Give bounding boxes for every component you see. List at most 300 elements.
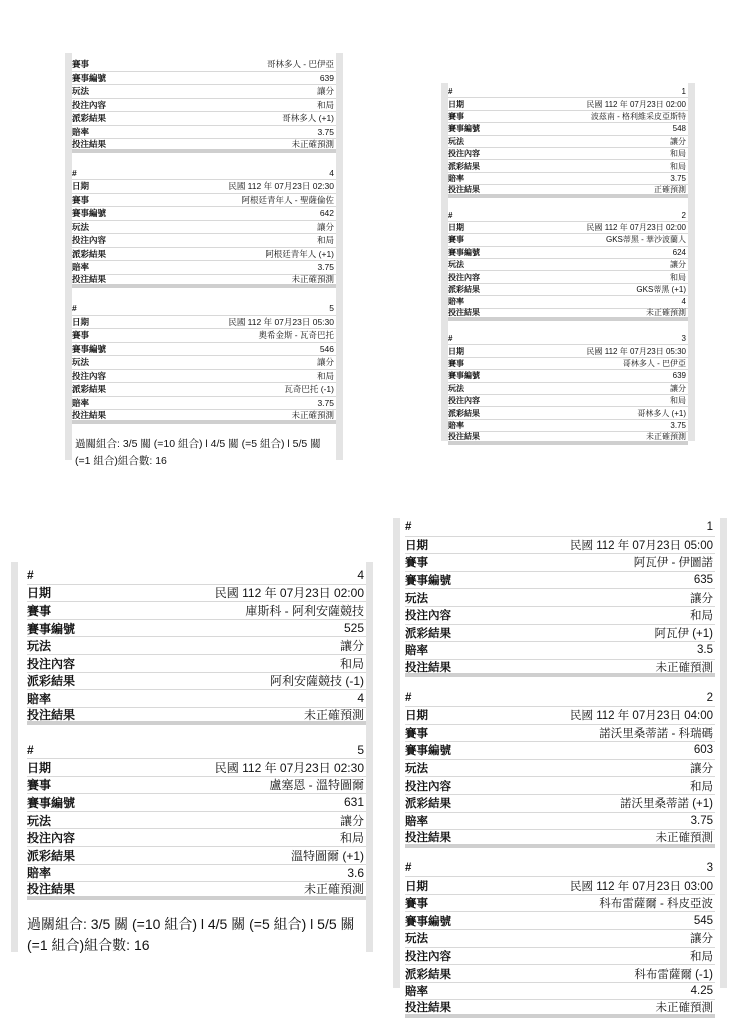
detail-row	[448, 345, 688, 357]
detail-value: 讓分	[339, 639, 364, 654]
detail-label: 賠率	[27, 691, 52, 706]
detail-value: 阿瓦伊 (+1)	[654, 627, 713, 640]
detail-value: 哥林多人 - 巴伊亞	[266, 59, 334, 70]
detail-row	[448, 358, 688, 370]
detail-label: 投注內容	[405, 780, 451, 793]
match-group	[405, 519, 715, 677]
detail-row	[27, 759, 366, 777]
detail-value: 阿根廷青年人 - 聖薩倫佐	[241, 194, 334, 205]
detail-value: 4	[357, 691, 364, 706]
bet-slip-content	[448, 86, 688, 441]
detail-value: 民國 112 年 07月23日 02:00	[586, 99, 686, 109]
detail-row	[72, 410, 336, 424]
detail-row	[405, 760, 715, 778]
detail-value: 3.6	[347, 865, 364, 880]
detail-row	[72, 302, 336, 316]
detail-value: 庫斯科 - 阿利安薩競技	[245, 603, 364, 618]
detail-value: 未正確預測	[303, 882, 364, 897]
detail-row	[72, 343, 336, 357]
detail-label: 玩法	[448, 136, 464, 146]
detail-value: 讓分	[690, 933, 713, 946]
detail-value: 和局	[316, 99, 334, 110]
detail-label: 投注內容	[405, 950, 451, 963]
match-group	[72, 302, 336, 424]
detail-value: 未正確預測	[655, 1002, 713, 1015]
detail-row	[72, 194, 336, 208]
match-group	[405, 689, 715, 847]
detail-row	[405, 813, 715, 831]
detail-row	[405, 1000, 715, 1018]
detail-row	[448, 247, 688, 259]
detail-label: 賽事編號	[72, 72, 107, 83]
detail-value: 4	[681, 297, 686, 307]
detail-row	[27, 777, 366, 795]
detail-value: 和局	[670, 272, 686, 282]
detail-label: 投注結果	[72, 409, 107, 420]
detail-value: 哥林多人 (+1)	[282, 113, 334, 124]
detail-value: 諾沃里桑蒂諾 (+1)	[620, 798, 713, 811]
detail-row	[405, 689, 715, 707]
detail-row	[405, 707, 715, 725]
detail-row	[27, 620, 366, 638]
match-group	[72, 167, 336, 289]
detail-label: 賠率	[448, 297, 464, 307]
detail-label: 賽事編號	[405, 745, 451, 758]
detail-label: 日期	[72, 316, 90, 327]
detail-label: 投注內容	[72, 99, 107, 110]
detail-value: 讓分	[670, 260, 686, 270]
detail-value: 民國 112 年 07月23日 02:30	[214, 760, 364, 775]
detail-row	[72, 329, 336, 343]
detail-value: 2	[681, 210, 686, 220]
detail-value: 5	[357, 742, 364, 757]
detail-label: 投注內容	[405, 610, 451, 623]
detail-label: 賽事	[448, 235, 464, 245]
detail-row	[72, 180, 336, 194]
detail-label: 投注結果	[27, 708, 76, 723]
detail-row	[448, 234, 688, 246]
detail-value: 和局	[316, 370, 334, 381]
detail-value: 未正確預測	[655, 661, 713, 674]
detail-value: 民國 112 年 07月23日 02:00	[214, 586, 364, 601]
detail-value: 讓分	[316, 86, 334, 97]
detail-label: 投注結果	[405, 1002, 451, 1015]
match-group	[448, 210, 688, 322]
detail-row	[27, 637, 366, 655]
detail-row	[72, 99, 336, 113]
detail-label: 賠率	[72, 397, 90, 408]
detail-label: 玩法	[405, 592, 428, 605]
detail-row	[448, 432, 688, 444]
detail-label: 投注內容	[448, 396, 480, 406]
detail-label: 投注內容	[448, 149, 480, 159]
detail-value: 642	[319, 208, 334, 219]
detail-label: 派彩結果	[405, 627, 451, 640]
detail-row	[405, 642, 715, 660]
detail-row	[448, 98, 688, 110]
match-group	[27, 567, 366, 725]
detail-label: 日期	[448, 223, 464, 233]
detail-row	[27, 741, 366, 759]
detail-label: 投注內容	[27, 656, 76, 671]
detail-row	[27, 585, 366, 603]
detail-row	[405, 877, 715, 895]
detail-row	[72, 167, 336, 181]
detail-row	[405, 983, 715, 1001]
detail-value: 和局	[339, 831, 364, 846]
detail-value: GKS蒂黑 - 華沙波蘭人	[605, 235, 686, 245]
detail-value: 未正確預測	[646, 431, 686, 441]
detail-value: GKS蒂黑 (+1)	[636, 285, 686, 295]
detail-value: 民國 112 年 07月23日 03:00	[570, 880, 713, 893]
detail-label: #	[448, 210, 453, 220]
detail-row	[405, 660, 715, 678]
detail-row	[27, 794, 366, 812]
bet-slip-panel-top-right	[441, 83, 695, 441]
detail-value: 和局	[670, 161, 686, 171]
bet-slip-panel-bottom-right	[393, 518, 727, 1015]
detail-label: 賽事	[72, 330, 90, 341]
detail-row	[405, 895, 715, 913]
detail-label: 派彩結果	[448, 285, 480, 295]
detail-label: 賽事編號	[27, 621, 76, 636]
detail-value: 阿利安薩競技 (-1)	[270, 674, 364, 689]
detail-row	[72, 248, 336, 262]
detail-label: 派彩結果	[405, 968, 451, 981]
detail-label: 賠率	[405, 815, 428, 828]
detail-row	[405, 795, 715, 813]
bet-slip-content	[405, 519, 715, 1015]
detail-row	[72, 356, 336, 370]
detail-label: #	[448, 87, 453, 97]
detail-value: 546	[319, 343, 334, 354]
detail-row	[448, 271, 688, 283]
detail-label: 投注結果	[448, 184, 480, 194]
detail-label: 賠率	[405, 645, 428, 658]
detail-label: 玩法	[27, 639, 52, 654]
detail-label: 投注結果	[448, 431, 480, 441]
detail-label: 日期	[27, 586, 52, 601]
detail-value: 未正確預測	[291, 409, 334, 420]
detail-value: 3.75	[317, 262, 334, 273]
detail-label: 賠率	[448, 420, 464, 430]
detail-label: 賽事	[405, 557, 428, 570]
detail-label: 投注結果	[405, 831, 451, 844]
detail-row	[72, 234, 336, 248]
detail-row	[405, 625, 715, 643]
match-group	[448, 86, 688, 198]
detail-value: 民國 112 年 07月23日 02:00	[586, 223, 686, 233]
detail-value: 和局	[670, 149, 686, 159]
detail-label: 玩法	[72, 86, 90, 97]
detail-value: 603	[693, 744, 713, 757]
detail-value: 民國 112 年 07月23日 05:00	[570, 539, 713, 552]
detail-label: 賽事編號	[448, 371, 480, 381]
detail-row	[448, 173, 688, 185]
detail-row	[448, 333, 688, 345]
detail-value: 和局	[690, 950, 713, 963]
detail-value: 3.75	[690, 814, 713, 827]
detail-label: 派彩結果	[27, 674, 76, 689]
detail-label: 賽事編號	[405, 915, 451, 928]
detail-label: 賽事	[405, 898, 428, 911]
bet-slip-panel-bottom-left	[11, 562, 373, 952]
detail-label: 賽事	[27, 778, 52, 793]
detail-label: 投注內容	[72, 370, 107, 381]
detail-row	[405, 572, 715, 590]
detail-value: 3.75	[317, 126, 334, 137]
detail-value: 3	[681, 334, 686, 344]
detail-value: 639	[319, 72, 334, 83]
detail-value: 未正確預測	[655, 831, 713, 844]
detail-row	[405, 607, 715, 625]
detail-row	[72, 221, 336, 235]
detail-label: 日期	[448, 346, 464, 356]
match-group	[27, 741, 366, 899]
detail-row	[448, 148, 688, 160]
detail-value: 讓分	[339, 813, 364, 828]
detail-label: 投注內容	[27, 831, 76, 846]
detail-label: 玩法	[72, 357, 90, 368]
detail-value: 阿瓦伊 - 伊圖諾	[633, 557, 713, 570]
detail-value: 讓分	[316, 221, 334, 232]
detail-label: 日期	[448, 99, 464, 109]
detail-label: 賽事	[27, 603, 52, 618]
detail-row	[448, 395, 688, 407]
match-group	[405, 860, 715, 1018]
detail-row	[448, 136, 688, 148]
detail-label: 投注內容	[448, 272, 480, 282]
detail-value: 3.75	[670, 173, 686, 183]
detail-label: #	[72, 167, 77, 178]
detail-row	[72, 207, 336, 221]
detail-value: 民國 112 年 07月23日 05:30	[586, 346, 686, 356]
detail-row	[72, 139, 336, 153]
detail-value: 639	[672, 371, 686, 381]
detail-value: 正確預測	[654, 184, 686, 194]
detail-value: 624	[672, 247, 686, 257]
detail-row	[405, 725, 715, 743]
detail-label: 派彩結果	[72, 113, 107, 124]
detail-row	[405, 965, 715, 983]
detail-row	[27, 567, 366, 585]
detail-value: 未正確預測	[291, 274, 334, 285]
detail-row	[27, 829, 366, 847]
detail-row	[448, 407, 688, 419]
detail-value: 3	[706, 861, 713, 874]
detail-row	[27, 655, 366, 673]
match-group	[448, 333, 688, 445]
detail-label: 賽事	[405, 727, 428, 740]
detail-row	[405, 519, 715, 537]
detail-row	[72, 275, 336, 289]
detail-value: 3.5	[697, 644, 713, 657]
detail-row	[27, 673, 366, 691]
detail-value: 民國 112 年 07月23日 04:00	[570, 710, 713, 723]
detail-value: 和局	[316, 235, 334, 246]
detail-value: 和局	[690, 610, 713, 623]
detail-label: 日期	[72, 181, 90, 192]
detail-value: 3.75	[317, 397, 334, 408]
detail-label: 派彩結果	[72, 248, 107, 259]
detail-row	[448, 210, 688, 222]
detail-value: 5	[329, 303, 334, 314]
detail-value: 4.25	[690, 985, 713, 998]
parlay-summary: 過關組合: 3/5 關 (=10 組合) l 4/5 關 (=5 組合) l 5/5 關 (=1 組合)組合數: 16	[75, 437, 321, 467]
detail-label: #	[72, 303, 77, 314]
detail-value: 讓分	[670, 383, 686, 393]
detail-value: 科布雷薩爾 (-1)	[634, 968, 713, 981]
detail-row	[405, 830, 715, 848]
detail-label: 賠率	[405, 986, 428, 999]
detail-label: 投注結果	[27, 882, 76, 897]
detail-value: 民國 112 年 07月23日 05:30	[228, 316, 334, 327]
detail-row	[27, 847, 366, 865]
detail-row	[448, 123, 688, 135]
detail-row	[405, 930, 715, 948]
detail-label: 玩法	[72, 221, 90, 232]
detail-value: 1	[706, 521, 713, 534]
detail-value: 讓分	[670, 136, 686, 146]
detail-row	[405, 948, 715, 966]
detail-value: 哥林多人 (+1)	[637, 408, 686, 418]
detail-value: 548	[672, 124, 686, 134]
detail-label: 派彩結果	[27, 848, 76, 863]
detail-label: 賽事編號	[72, 343, 107, 354]
detail-row	[72, 72, 336, 86]
bet-slip-panel-top-left	[65, 53, 343, 467]
detail-value: 631	[343, 795, 364, 810]
detail-row	[405, 912, 715, 930]
detail-label: 投注內容	[72, 235, 107, 246]
detail-value: 民國 112 年 07月23日 02:30	[228, 181, 334, 192]
detail-label: 日期	[405, 710, 428, 723]
detail-value: 1	[681, 87, 686, 97]
detail-label: 賽事編號	[448, 124, 480, 134]
detail-value: 4	[357, 568, 364, 583]
detail-label: 玩法	[405, 763, 428, 776]
detail-value: 波茲南 - 格利維采皮亞斯特	[590, 111, 686, 121]
detail-label: 玩法	[448, 260, 464, 270]
detail-label: 賽事編號	[448, 247, 480, 257]
detail-label: 賠率	[448, 173, 464, 183]
detail-row	[448, 111, 688, 123]
detail-value: 635	[693, 574, 713, 587]
detail-label: 派彩結果	[448, 161, 480, 171]
detail-label: 投注結果	[405, 661, 451, 674]
detail-label: 派彩結果	[72, 384, 107, 395]
detail-label: 賠率	[27, 866, 52, 881]
detail-row	[405, 537, 715, 555]
detail-value: 哥林多人 - 巴伊亞	[622, 359, 686, 368]
detail-label: 賽事編號	[72, 208, 107, 219]
detail-value: 未正確預測	[303, 708, 364, 723]
detail-row	[448, 383, 688, 395]
detail-label: 派彩結果	[405, 798, 451, 811]
detail-value: 545	[693, 914, 713, 927]
detail-row	[448, 259, 688, 271]
detail-row	[405, 589, 715, 607]
detail-value: 盧塞恩 - 溫特圖爾	[269, 778, 364, 793]
bet-slip-content	[72, 58, 336, 467]
detail-row	[27, 812, 366, 830]
detail-label: 投注結果	[72, 138, 107, 149]
detail-value: 溫特圖爾 (+1)	[290, 848, 364, 863]
detail-label: 賽事	[448, 111, 464, 121]
detail-row	[72, 112, 336, 126]
detail-row	[448, 309, 688, 321]
parlay-summary: 過關組合: 3/5 關 (=10 組合) l 4/5 關 (=5 組合) l 5/5 關 (=1 組合)組合數: 16	[27, 915, 355, 953]
detail-label: 日期	[27, 760, 52, 775]
detail-label: 日期	[405, 880, 428, 893]
detail-value: 奧希金斯 - 瓦奇巴托	[258, 330, 334, 341]
detail-label: 投注結果	[448, 308, 480, 318]
detail-label: 賠率	[72, 262, 90, 273]
bet-slip-content	[27, 567, 366, 952]
detail-label: 賽事	[72, 194, 90, 205]
detail-row	[448, 370, 688, 382]
detail-label: 日期	[405, 539, 428, 552]
detail-value: 諾沃里桑蒂諾 - 科瑞碼	[599, 727, 713, 740]
detail-value: 讓分	[690, 763, 713, 776]
detail-value: 讓分	[690, 592, 713, 605]
detail-row	[27, 882, 366, 900]
detail-label: #	[448, 334, 453, 344]
detail-row	[448, 160, 688, 172]
detail-label: 投注結果	[72, 274, 107, 285]
detail-row	[448, 185, 688, 197]
detail-value: 科布雷薩爾 - 科皮亞波	[599, 898, 713, 911]
match-group	[72, 58, 336, 153]
detail-row	[405, 777, 715, 795]
detail-value: 4	[329, 167, 334, 178]
detail-value: 瓦奇巴托 (-1)	[284, 384, 334, 395]
detail-label: #	[405, 691, 412, 704]
detail-value: 和局	[339, 656, 364, 671]
detail-row	[448, 86, 688, 98]
detail-value: 3.75	[670, 420, 686, 430]
detail-row	[72, 316, 336, 330]
detail-label: 賽事編號	[27, 795, 76, 810]
detail-label: #	[27, 742, 34, 757]
detail-label: 玩法	[27, 813, 52, 828]
detail-value: 未正確預測	[291, 138, 334, 149]
detail-row	[72, 85, 336, 99]
detail-label: #	[405, 861, 412, 874]
detail-label: 派彩結果	[448, 408, 480, 418]
detail-label: 賽事	[72, 59, 90, 70]
detail-label: 玩法	[448, 383, 464, 393]
detail-value: 未正確預測	[646, 308, 686, 318]
detail-row	[72, 383, 336, 397]
detail-value: 讓分	[316, 357, 334, 368]
detail-row	[448, 222, 688, 234]
detail-label: #	[27, 568, 34, 583]
detail-row	[405, 742, 715, 760]
detail-row	[405, 860, 715, 878]
detail-row	[448, 284, 688, 296]
detail-label: #	[405, 521, 412, 534]
detail-row	[72, 58, 336, 72]
detail-value: 和局	[690, 780, 713, 793]
detail-label: 賠率	[72, 126, 90, 137]
detail-label: 玩法	[405, 933, 428, 946]
detail-value: 阿根廷青年人 (+1)	[265, 248, 334, 259]
detail-row	[405, 554, 715, 572]
detail-value: 525	[343, 621, 364, 636]
detail-row	[72, 370, 336, 384]
detail-label: 賽事編號	[405, 575, 451, 588]
